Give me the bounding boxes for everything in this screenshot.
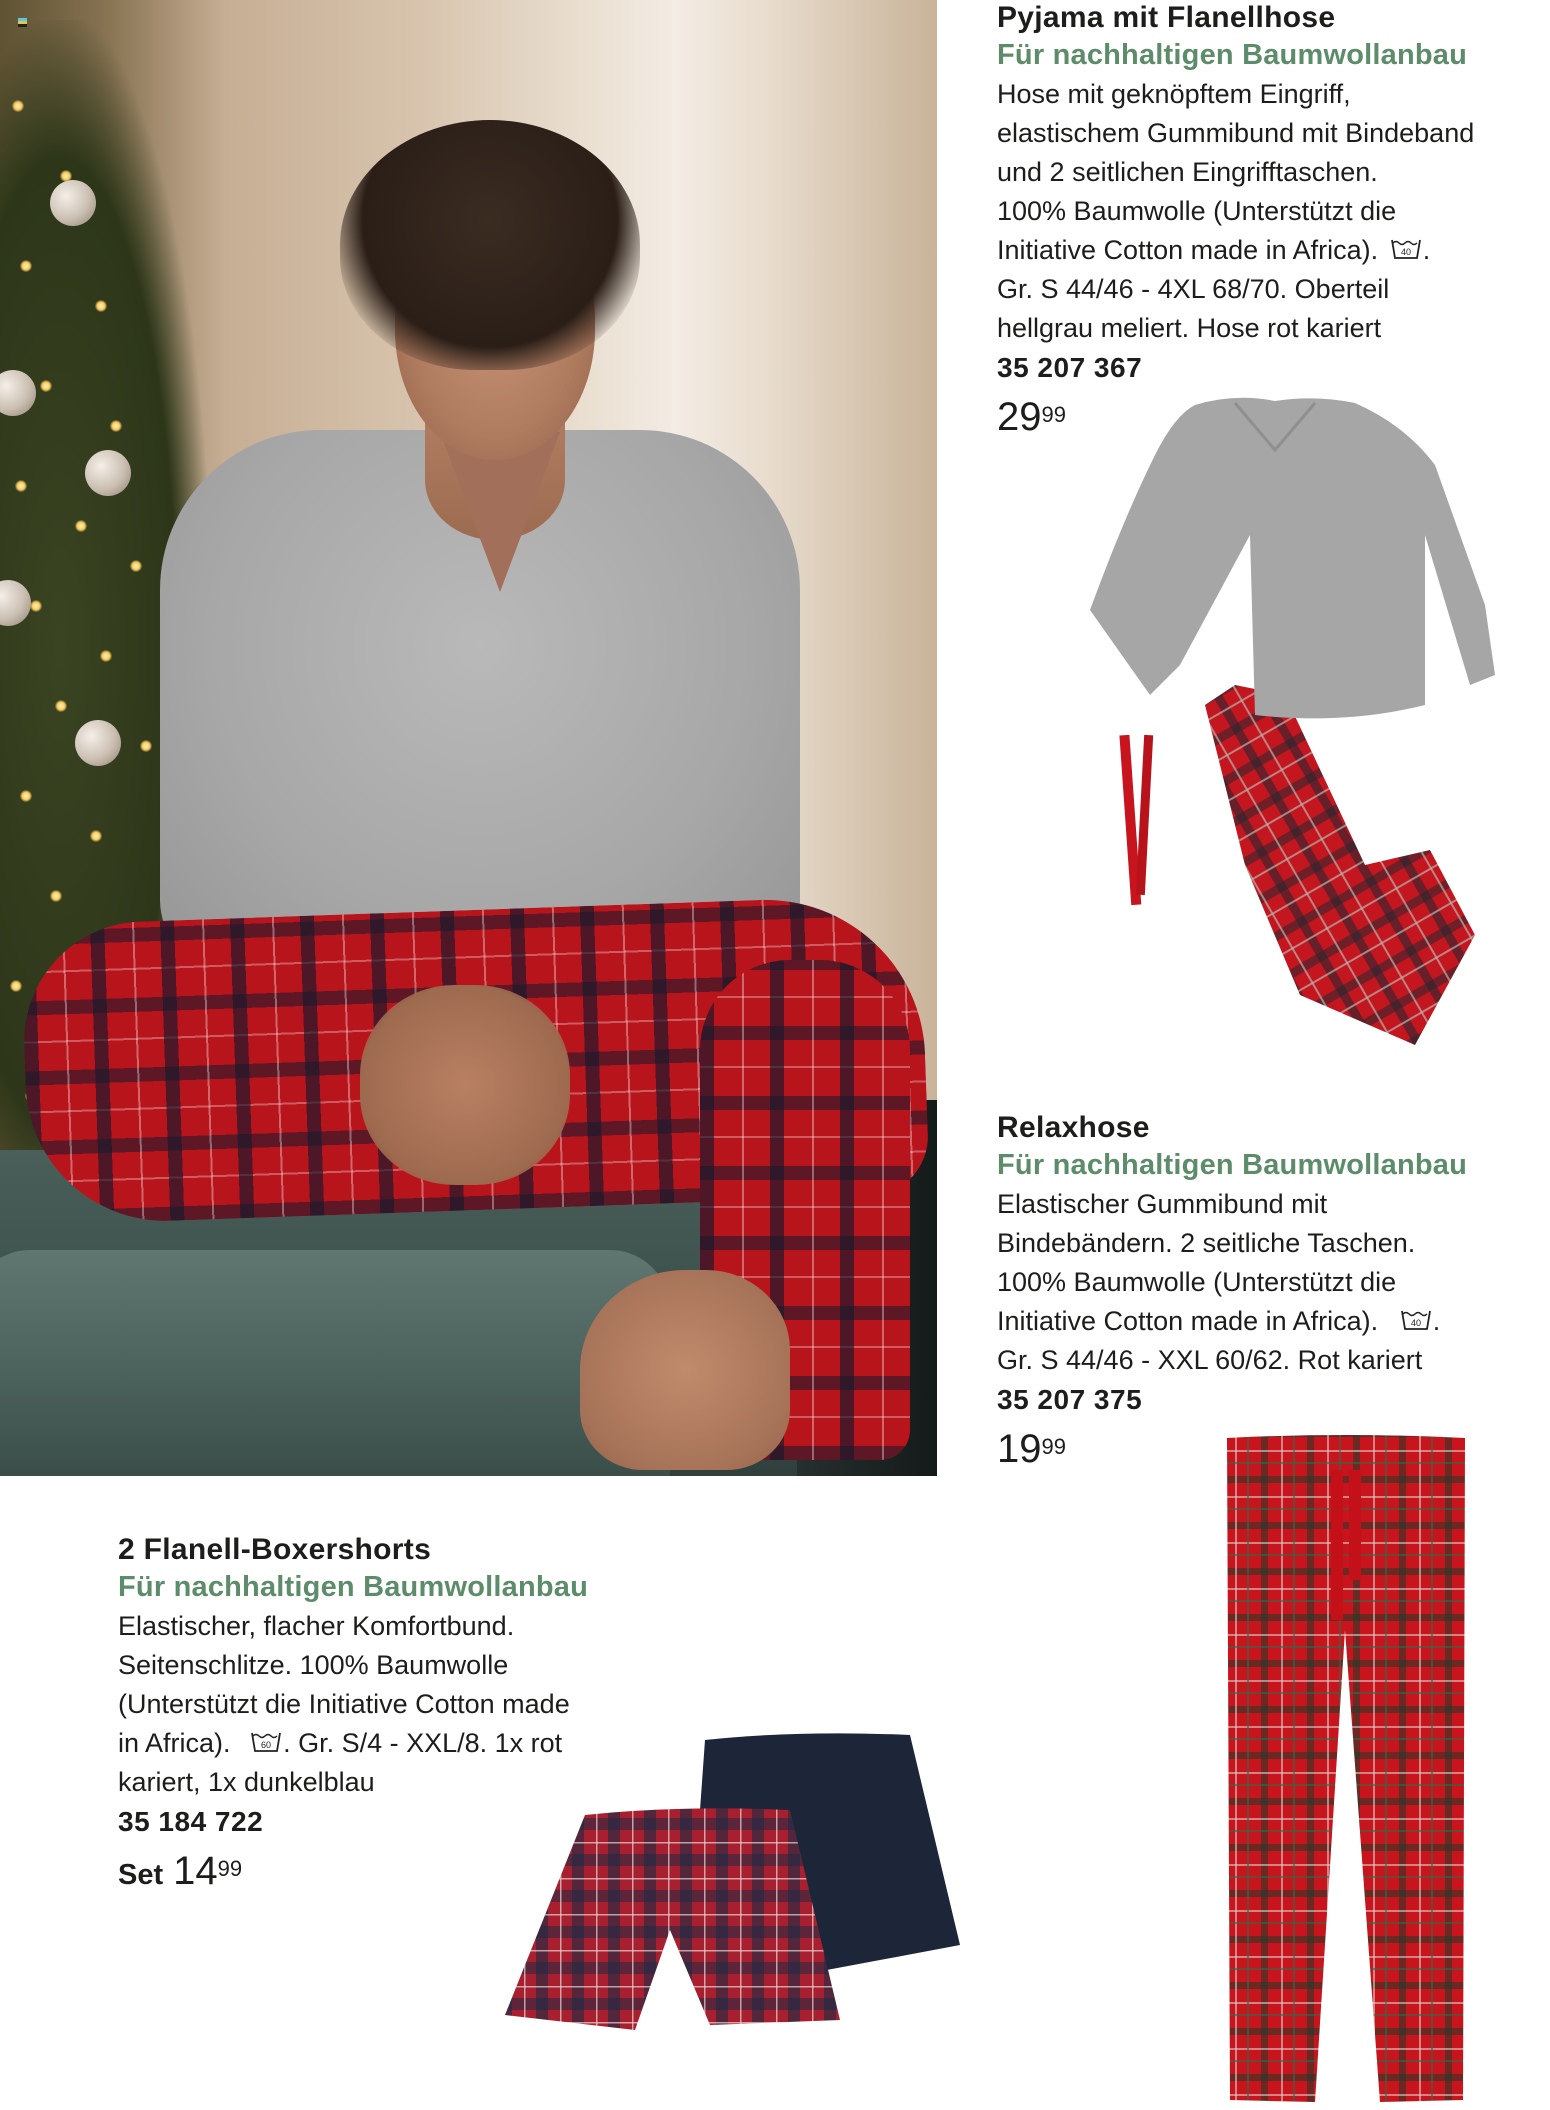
product-subtitle: Für nachhaltigen Baumwollanbau <box>997 1149 1468 1181</box>
product-title: Relaxhose <box>997 1111 1150 1144</box>
price: $19^{99}$ <box>997 1427 1066 1471</box>
svg-text:40: 40 <box>1400 247 1411 257</box>
boxershorts-image <box>500 1710 970 2050</box>
product-subtitle: Für nachhaltigen Baumwollanbau <box>997 39 1468 71</box>
product-relaxhose <box>997 1110 1537 1472</box>
price: $29^{99}$ <box>997 395 1066 439</box>
product-description: Elastischer Gummibund mit Bindebändern. 2 seitliche Taschen. 100% Baumwolle (Unterstützt die Initiative Cotton made in Africa). 40 . Gr. S 44/46 - XXL 60/62. Rot kariert <box>997 1189 1441 1375</box>
product-subtitle: Für nachhaltigen Baumwollanbau <box>118 1571 589 1603</box>
svg-text:40: 40 <box>1410 1318 1421 1328</box>
hero-photo <box>0 0 937 1476</box>
hair <box>340 120 640 370</box>
article-number: 35 184 722 <box>118 1806 264 1837</box>
article-number: 35 207 375 <box>997 1384 1143 1415</box>
color-bar-icon <box>18 18 27 27</box>
svg-text:60: 60 <box>261 1740 272 1750</box>
product-pyjama <box>997 0 1537 440</box>
wash-60-icon <box>250 1730 282 1754</box>
cushion <box>0 1250 670 1476</box>
product-title: Pyjama mit Flanellhose <box>997 1 1336 34</box>
product-description: Hose mit geknöpftem Eingriff, elastischem Gummibund mit Bindeband und 2 seitlichen Eingrifftaschen. 100% Baumwolle (Unterstützt die Initiative Cotton made in Africa). 40 . Gr. S 44/46 - 4XL 68/70. Oberteil hellgrau meliert. Hose rot kariert <box>997 79 1475 343</box>
relaxhose-image <box>1215 1430 1475 2110</box>
pyjama-set-image <box>1085 395 1545 1065</box>
wash-40-icon <box>1390 237 1422 261</box>
product-title: 2 Flanell-Boxershorts <box>118 1533 432 1566</box>
product-description: Elastischer, flacher Komfortbund. Seitenschlitze. 100% Baumwolle (Unterstützt die Initiative Cotton made in Africa). 60 . Gr. S/4 - XXL/8. 1x rot kariert, 1x dunkelblau <box>118 1611 570 1797</box>
price: Set $14^{99}$ <box>118 1849 243 1893</box>
wash-40-icon <box>1400 1308 1432 1332</box>
article-number: 35 207 367 <box>997 352 1143 383</box>
